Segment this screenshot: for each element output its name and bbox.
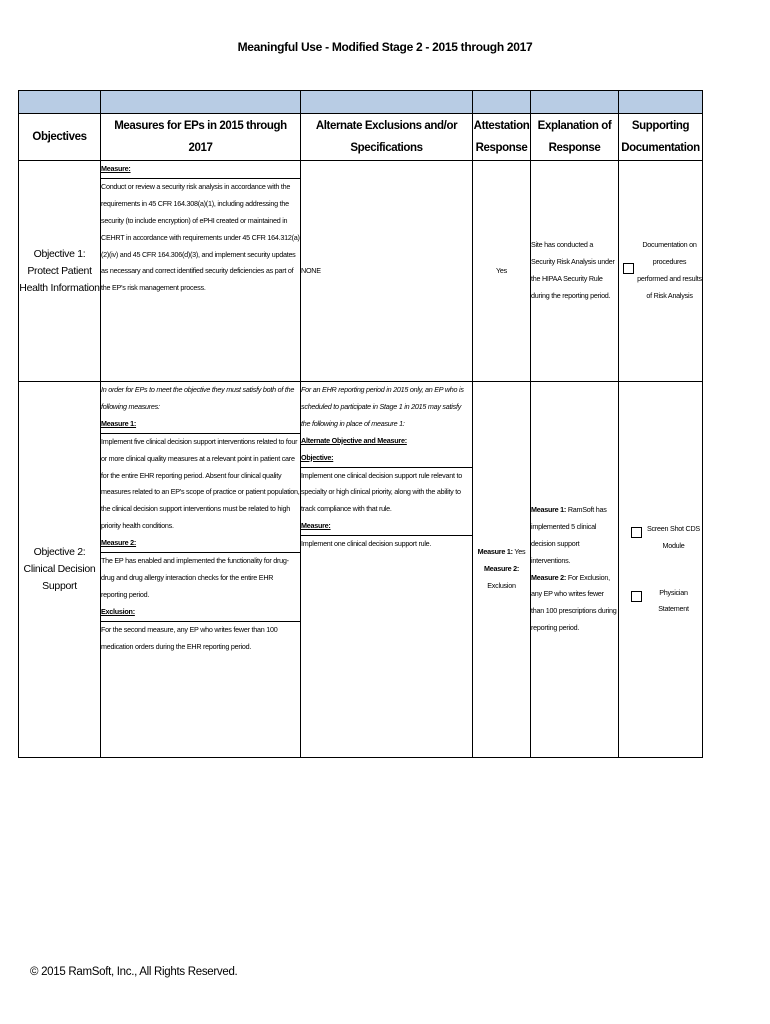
header-explanation: Explanation of Response xyxy=(531,114,619,161)
header-attestation: Attestation Response xyxy=(473,114,531,161)
supporting-2: Physician Statement xyxy=(658,587,689,614)
table-row-objective-1 xyxy=(19,161,703,382)
exp-m2-text: For Exclusion, any EP who writes fewer than 100 prescriptions during reporting period. xyxy=(531,572,617,633)
objective-2: Objective 2: Clinical Decision Support xyxy=(19,382,101,758)
att-m2-label: Measure 2: xyxy=(483,564,520,574)
measure-1-text: Implement five clinical decision support interventions related to four or more clinical quality measures at a relevant point in patient care for the entire EHR reporting period. Absent four clinical quality measures related to an EP's scope of practice or patient population, the clinical decision support interventions must be related to high priority health conditions. xyxy=(101,436,300,531)
objective-1-explanation: Site has conducted a Security Risk Analysis under the HIPAA Security Rule during the reporting period. xyxy=(531,161,619,382)
exp-m1-label: Measure 1: xyxy=(531,504,567,514)
att-m1-label: Measure 1: xyxy=(477,547,513,557)
objective-2-alternate xyxy=(301,382,473,758)
copyright-footer: © 2015 RamSoft, Inc., All Rights Reserved. xyxy=(30,966,238,978)
checkbox-icon[interactable] xyxy=(631,527,642,538)
objective-1-attestation: Yes xyxy=(473,161,531,382)
measure-2-text: The EP has enabled and implemented the functionality for drug-drug and drug allergy interaction checks for the entire EHR reporting period. xyxy=(101,556,289,599)
objective-1: Objective 1: Protect Patient Health Information xyxy=(19,161,101,382)
exp-m1-text: RamSoft has implemented 5 clinical decision support interventions. xyxy=(531,504,607,565)
att-m1-value: Yes xyxy=(514,547,526,557)
measure-1-label: Measure 1: xyxy=(101,416,300,434)
checkbox-icon[interactable] xyxy=(623,263,634,274)
meaningful-use-table xyxy=(18,90,703,758)
supporting-1: Screen Shot CDS Module xyxy=(647,523,700,550)
measure-text: Conduct or review a security risk analysis in accordance with the requirements in 45 CFR 164.308(a)(1), including addressing the security (to include encryption) of ePHI created or maintained in CEHRT in accordance with requirements under 45 CFR 164.312(a)(2)(iv) and 45 CFR 164.306(d)(3), and implement security updates as necessary and correct identified security deficiencies as part of the EP's risk management process. xyxy=(101,181,300,293)
alt-measure-label: Measure: xyxy=(301,518,472,536)
header-band xyxy=(19,91,703,114)
alt-measure-text: Implement one clinical decision support rule. xyxy=(301,539,432,549)
alt-intro: For an EHR reporting period in 2015 only, an EP who is scheduled to participate in Stage 1 in 2015 may satisfy the following in place of measure 1: xyxy=(301,385,464,428)
objective-1-measure xyxy=(101,161,301,382)
att-m2-value: Exclusion xyxy=(487,580,516,590)
measure-2-label: Measure 2: xyxy=(101,535,300,553)
objective-2-attestation xyxy=(473,382,531,758)
exp-m2-label: Measure 2: xyxy=(531,572,567,582)
header-supporting: Supporting Documentation xyxy=(619,114,703,161)
exclusion-text: For the second measure, any EP who writes fewer than 100 medication orders during the EHR reporting period. xyxy=(101,624,278,651)
alt-objective-text: Implement one clinical decision support rule relevant to specialty or high clinical priority, along with the ability to track compliance with that rule. xyxy=(301,470,462,514)
header-row xyxy=(19,114,703,161)
exclusion-label: Exclusion: xyxy=(101,604,300,622)
objective-2-explanation xyxy=(531,382,619,758)
header-alternate: Alternate Exclusions and/or Specifications xyxy=(301,114,473,161)
header-objectives: Objectives xyxy=(19,114,101,161)
measure-intro: In order for EPs to meet the objective they must satisfy both of the following measures: xyxy=(101,385,295,411)
measure-label: Measure: xyxy=(101,161,300,179)
objective-1-supporting xyxy=(619,161,703,382)
table-row-objective-2 xyxy=(19,382,703,758)
document-title: Meaningful Use - Modified Stage 2 - 2015 through 2017 xyxy=(237,40,533,54)
checkbox-icon[interactable] xyxy=(631,591,642,602)
alt-heading: Alternate Objective and Measure: xyxy=(301,435,407,445)
alt-objective-label: Objective: xyxy=(301,450,472,468)
objective-2-supporting xyxy=(619,382,703,758)
supporting-text: Documentation on procedures performed and results of Risk Analysis xyxy=(637,240,702,300)
objective-2-measures xyxy=(101,382,301,758)
objective-1-alternate: NONE xyxy=(301,161,473,382)
header-measures: Measures for EPs in 2015 through 2017 xyxy=(101,114,301,161)
